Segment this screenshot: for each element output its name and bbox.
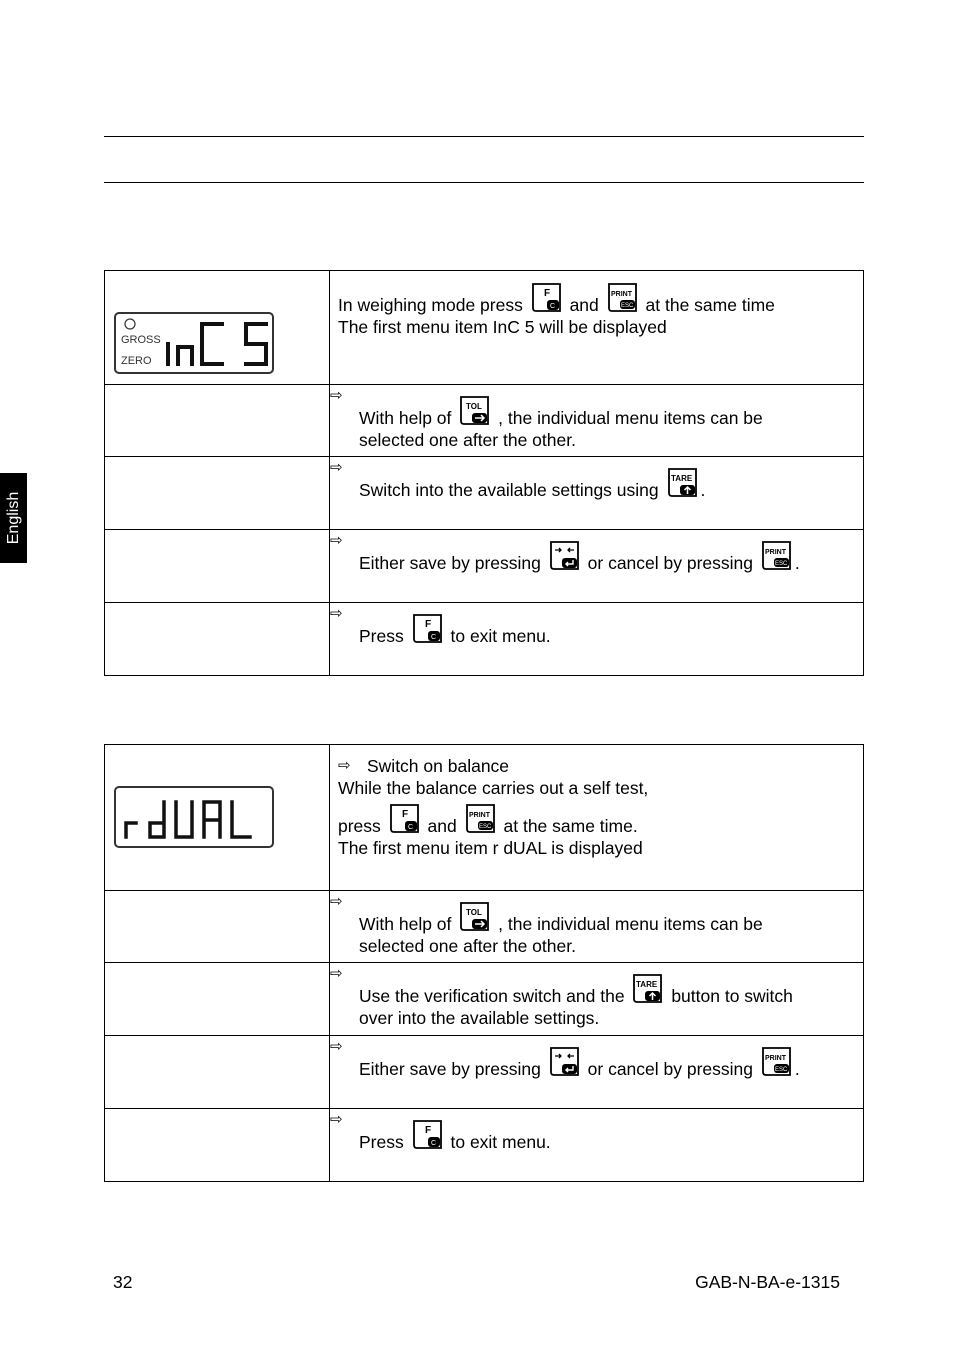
language-tab xyxy=(0,473,27,563)
table-row: ⇨ Press F C to exit menu. xyxy=(105,1109,864,1182)
display-inc5 xyxy=(114,312,274,374)
svg-text:C: C xyxy=(549,303,555,310)
tol-key-icon xyxy=(458,901,491,934)
table-row: r dUAL ⇨ Switch on balance While the balance carries out a self test, press F C and PRINT ESC at the same time. The first menu item r dUAL is displayed xyxy=(105,745,864,891)
arrow-right-icon: ⇨ xyxy=(338,757,351,774)
print-esc-key-icon xyxy=(606,282,639,315)
svg-text:C: C xyxy=(430,634,436,641)
f-c-key-icon xyxy=(388,803,421,836)
print-esc-key-icon xyxy=(464,803,497,836)
svg-text:C: C xyxy=(407,824,413,831)
page-number: 32 xyxy=(113,1272,133,1292)
svg-text:C: C xyxy=(430,1140,436,1147)
table-row: ⇨ Either save by pressing or cancel by pressing PRINT ESC . xyxy=(105,530,864,603)
table-row: ⇨ Press F C to exit menu. xyxy=(105,603,864,676)
svg-text:TARE: TARE xyxy=(670,474,692,483)
arrow-right-icon: ⇨ xyxy=(330,459,343,476)
f-c-key-icon xyxy=(411,1119,444,1152)
menu-steps-table-2 xyxy=(104,744,864,1182)
tare-key-icon xyxy=(631,973,664,1006)
svg-text:PRINT: PRINT xyxy=(610,291,632,298)
svg-text:F: F xyxy=(424,1125,431,1136)
svg-text:F: F xyxy=(401,809,408,820)
svg-text:PRINT: PRINT xyxy=(468,812,490,819)
svg-text:F: F xyxy=(543,288,550,299)
svg-text:ZERO: ZERO xyxy=(121,355,152,367)
tare-key-icon xyxy=(666,467,699,500)
language-label: English xyxy=(4,491,22,545)
svg-text:F: F xyxy=(424,619,431,630)
svg-text:PRINT: PRINT xyxy=(764,549,786,556)
arrow-right-icon: ⇨ xyxy=(330,387,343,404)
display-digits xyxy=(116,788,272,846)
enter-key-icon xyxy=(548,540,581,573)
header-rule-bottom xyxy=(104,182,864,183)
svg-text:r dUAL: r dUAL xyxy=(116,788,120,789)
tol-key-icon xyxy=(458,395,491,428)
arrow-right-icon: ⇨ xyxy=(330,1038,343,1055)
print-esc-key-icon xyxy=(760,540,793,573)
arrow-right-icon: ⇨ xyxy=(330,893,343,910)
f-c-key-icon xyxy=(411,613,444,646)
svg-text:PRINT: PRINT xyxy=(764,1055,786,1062)
document-code: GAB-N-BA-e-1315 xyxy=(695,1272,840,1292)
menu-steps-table-1 xyxy=(104,270,864,676)
print-esc-key-icon xyxy=(760,1046,793,1079)
display-rdual xyxy=(114,786,274,848)
svg-text:GROSS: GROSS xyxy=(121,334,161,346)
svg-text:ESC: ESC xyxy=(478,824,491,830)
arrow-right-icon: ⇨ xyxy=(330,1111,343,1128)
arrow-right-icon: ⇨ xyxy=(330,532,343,549)
table-row: GROSS ZERO InC 5 In weighing mode press F C and PRINT ESC at the same time The first menu item InC 5 will be displayed xyxy=(105,271,864,385)
table-row: ⇨ Either save by pressing or cancel by pressing PRINT ESC . xyxy=(105,1036,864,1109)
enter-key-icon xyxy=(548,1046,581,1079)
svg-text:TOL: TOL xyxy=(466,402,483,411)
table-row: ⇨ Switch into the available settings using TARE . xyxy=(105,457,864,530)
f-c-key-icon xyxy=(530,282,563,315)
svg-text:ESC: ESC xyxy=(620,303,633,309)
svg-text:TARE: TARE xyxy=(636,980,658,989)
arrow-right-icon: ⇨ xyxy=(330,605,343,622)
display-digits xyxy=(116,314,272,372)
header-rule-top xyxy=(104,136,864,137)
table-row: ⇨ Use the verification switch and the TARE button to switch over into the available settings. xyxy=(105,963,864,1036)
svg-text:TOL: TOL xyxy=(466,908,483,917)
svg-text:ESC: ESC xyxy=(774,1067,788,1073)
arrow-right-icon: ⇨ xyxy=(330,965,343,982)
table-row: ⇨ With help of TOL , the individual menu items can be selected one after the other. xyxy=(105,385,864,457)
svg-text:InC 5: InC 5 xyxy=(116,314,119,315)
table-row: ⇨ With help of TOL , the individual menu items can be selected one after the other. xyxy=(105,891,864,963)
svg-text:ESC: ESC xyxy=(774,561,788,567)
